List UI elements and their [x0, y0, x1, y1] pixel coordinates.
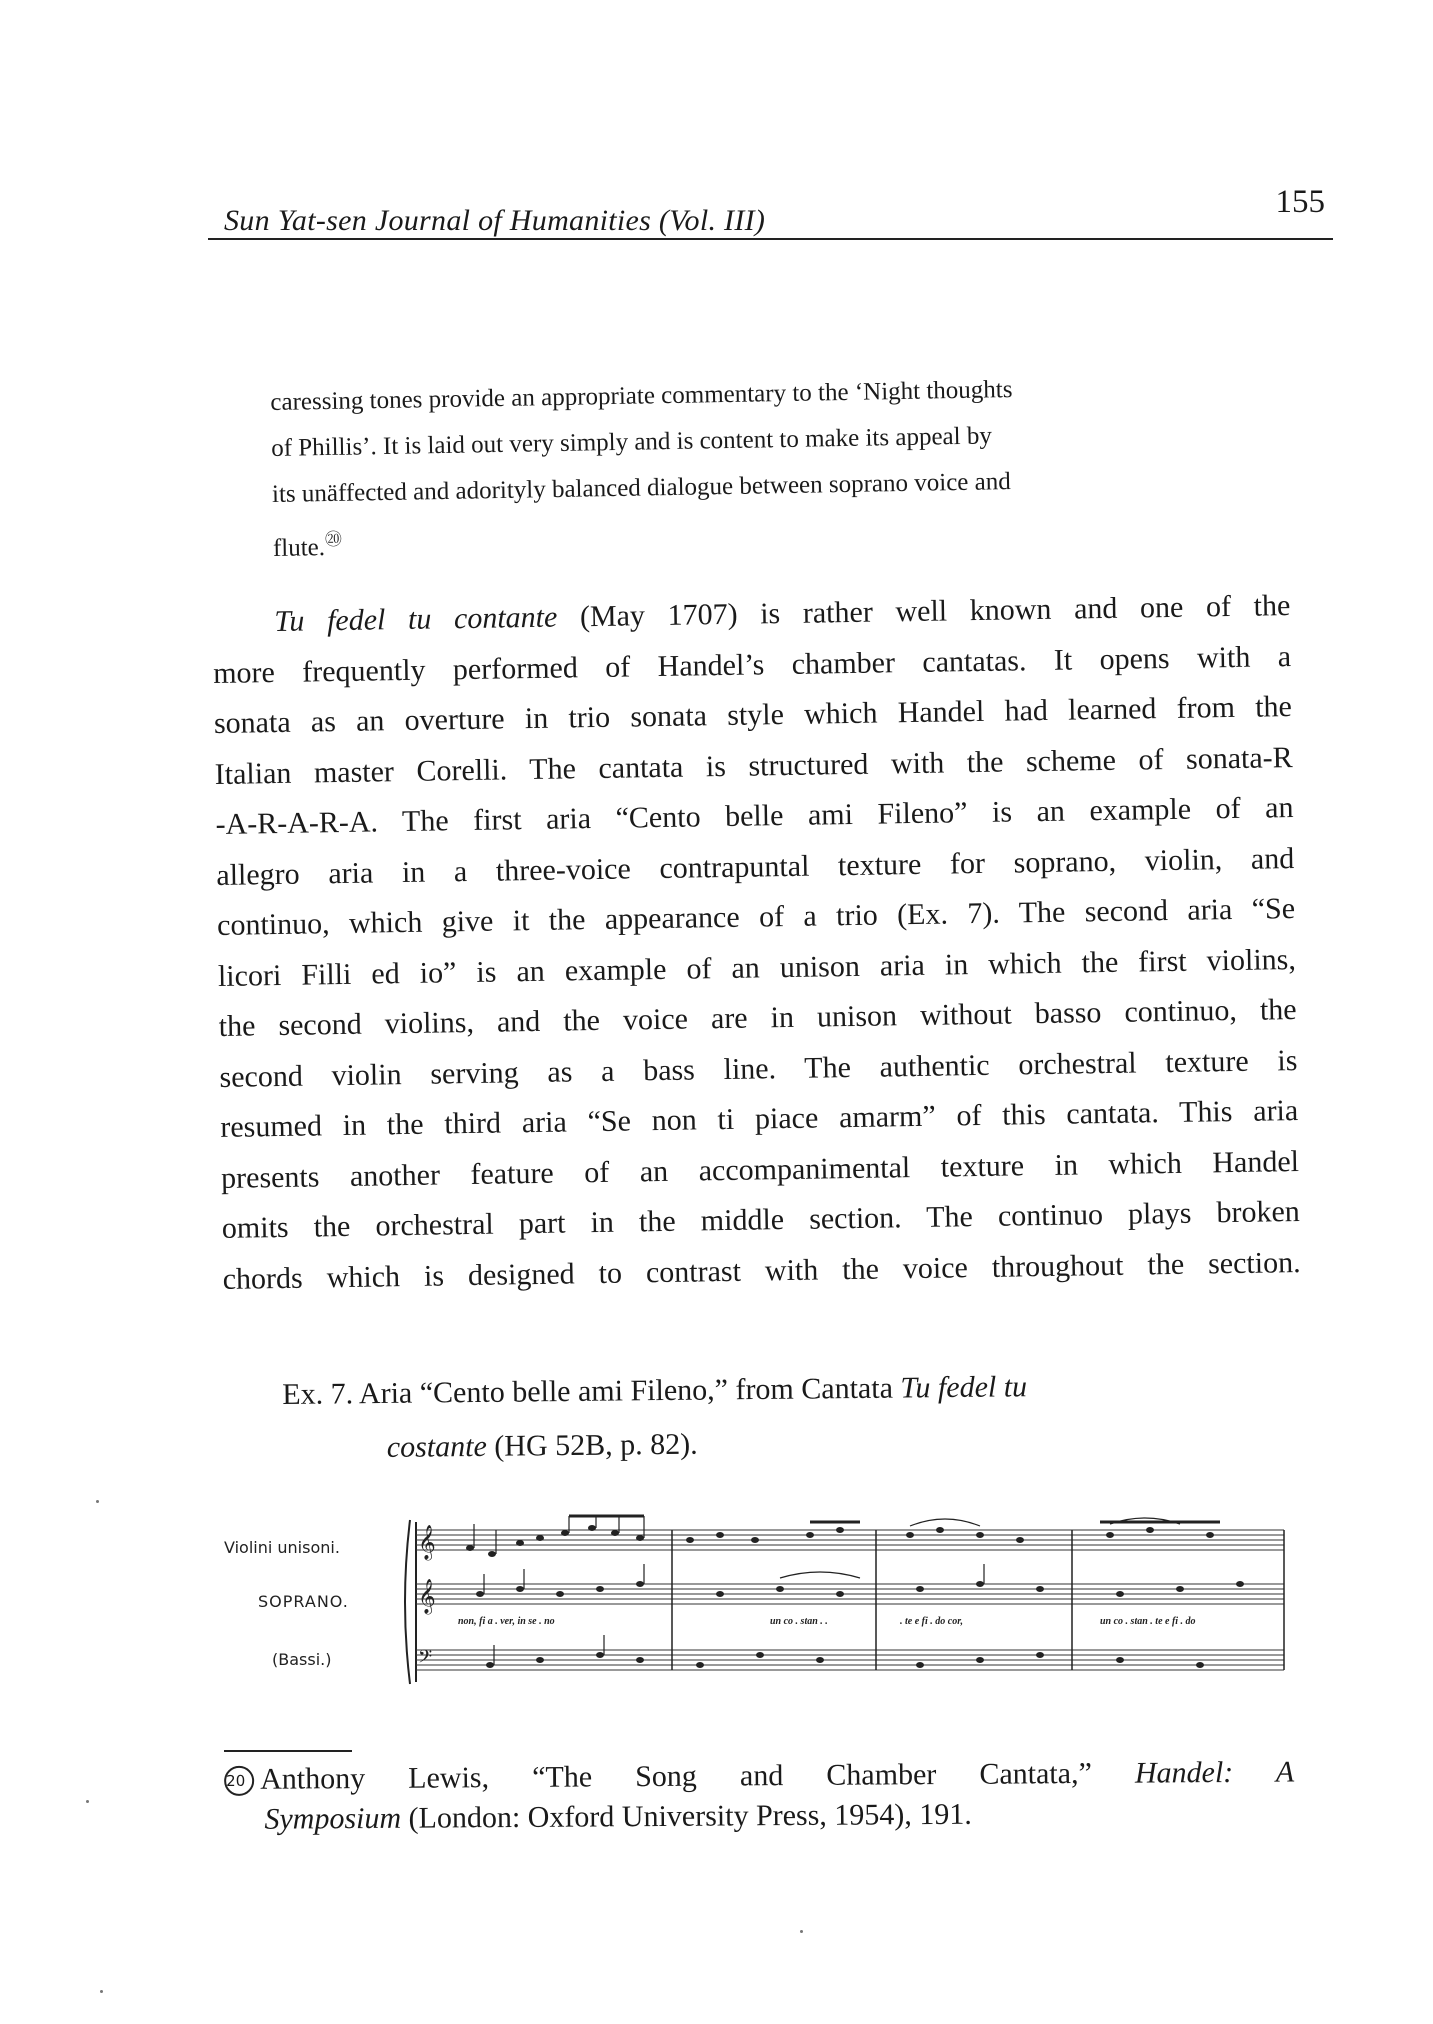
quote-line: its unäffected and adorityly balanced dialogue between soprano voice and	[271, 468, 1011, 508]
quote-line: flute.	[272, 534, 326, 562]
scan-speck	[800, 1930, 803, 1933]
bass-clef-icon: 𝄢	[418, 1647, 433, 1672]
body-line: Italian master Corelli. The cantata is structured with the scheme of sonata-R	[214, 740, 1293, 791]
body-line: resumed in the third aria “Se non ti piace amarm” of this cantata. This aria	[220, 1094, 1299, 1144]
caption-text: Ex. 7. Aria “Cento belle ami Fileno,” from Cantata	[282, 1371, 901, 1411]
quote-line: of Phillis’. It is laid out very simply and is content to make its appeal by	[270, 422, 993, 462]
scan-speck	[100, 1990, 103, 1993]
footnote-number: 20	[224, 1766, 254, 1796]
note-stems	[474, 1516, 984, 1665]
staff-soprano	[416, 1584, 1284, 1604]
staff-label-soprano: SOPRANO.	[258, 1592, 349, 1611]
body-line: second violin serving as a bass line. The authentic orchestral texture is	[219, 1043, 1298, 1094]
staff-label-violins: Violini unisoni.	[224, 1538, 340, 1557]
page-number: 155	[1275, 184, 1325, 220]
caption-italic: Tu fedel tu	[900, 1370, 1028, 1405]
footnote-italic: Symposium	[264, 1801, 402, 1836]
body-paragraph	[212, 581, 1301, 1305]
journal-title: Sun Yat-sen Journal of Humanities (Vol. III)	[224, 204, 766, 237]
quote-line: caressing tones provide an appropriate commentary to the ‘Night thoughts	[270, 376, 1013, 416]
staff-label-bass: (Bassi.)	[272, 1650, 332, 1669]
block-quote	[270, 364, 1213, 572]
staff-violins	[416, 1530, 1284, 1550]
body-line: the second violins, and the voice are in unison without basso continuo, the	[218, 993, 1297, 1043]
footnote-italic: Handel: A	[1134, 1755, 1295, 1790]
footnote	[224, 1753, 1295, 1840]
lyric-text: non, fi a . ver, in se . no	[458, 1616, 555, 1627]
scan-speck	[96, 1500, 99, 1503]
treble-clef-icon: 𝄞	[418, 1579, 436, 1614]
treble-clef-icon: 𝄞	[418, 1525, 436, 1560]
scan-speck	[86, 1800, 89, 1803]
body-line: allegro aria in a three-voice contrapuntal texture for soprano, violin, and	[216, 841, 1295, 892]
caption-italic: costante	[386, 1429, 487, 1464]
lyric-text: . te e fi . do cor,	[900, 1616, 964, 1627]
body-line: continuo, which give it the appearance of a trio (Ex. 7). The second aria “Se	[216, 892, 1296, 942]
lyric-text: un co . stan . .	[770, 1616, 828, 1627]
body-line: (May 1707) is rather well known and one of the	[557, 589, 1291, 634]
lyric-text: un co . stan . te e fi . do	[1100, 1616, 1196, 1627]
body-line: sonata as an overture in trio sonata style which Handel had learned from the	[213, 690, 1293, 740]
cantata-title-italic: Tu fedel tu contante	[274, 600, 558, 639]
body-line: chords which is designed to contrast with the voice throughout the section.	[222, 1245, 1301, 1296]
footnote-separator	[224, 1750, 352, 1752]
footnote-text: (London: Oxford University Press, 1954), 191.	[400, 1797, 972, 1835]
music-score-excerpt	[220, 1502, 1290, 1702]
caption-text: (HG 52B, p. 82).	[486, 1427, 698, 1463]
example-caption	[282, 1358, 1243, 1476]
score-notation	[220, 1502, 1290, 1702]
running-head	[208, 178, 1333, 240]
body-line: omits the orchestral part in the middle section. The continuo plays broken	[221, 1194, 1301, 1245]
footnote-text: Anthony Lewis, “The Song and Chamber Cantata,”	[260, 1756, 1092, 1796]
measure-barlines	[672, 1530, 1284, 1670]
body-line: presents another feature of an accompanimental texture in which Handel	[220, 1144, 1300, 1195]
body-line: -A-R-A-R-A. The first aria “Cento belle ami Fileno” is an example of an	[215, 791, 1294, 841]
system-brace	[405, 1520, 410, 1684]
footnote-reference-mark: ⑳	[324, 529, 343, 550]
body-line: licori Filli ed io” is an example of an unison aria in which the first violins,	[217, 942, 1297, 993]
body-line: more frequently performed of Handel’s chamber cantatas. It opens with a	[212, 639, 1292, 690]
staff-bass	[416, 1650, 1284, 1670]
